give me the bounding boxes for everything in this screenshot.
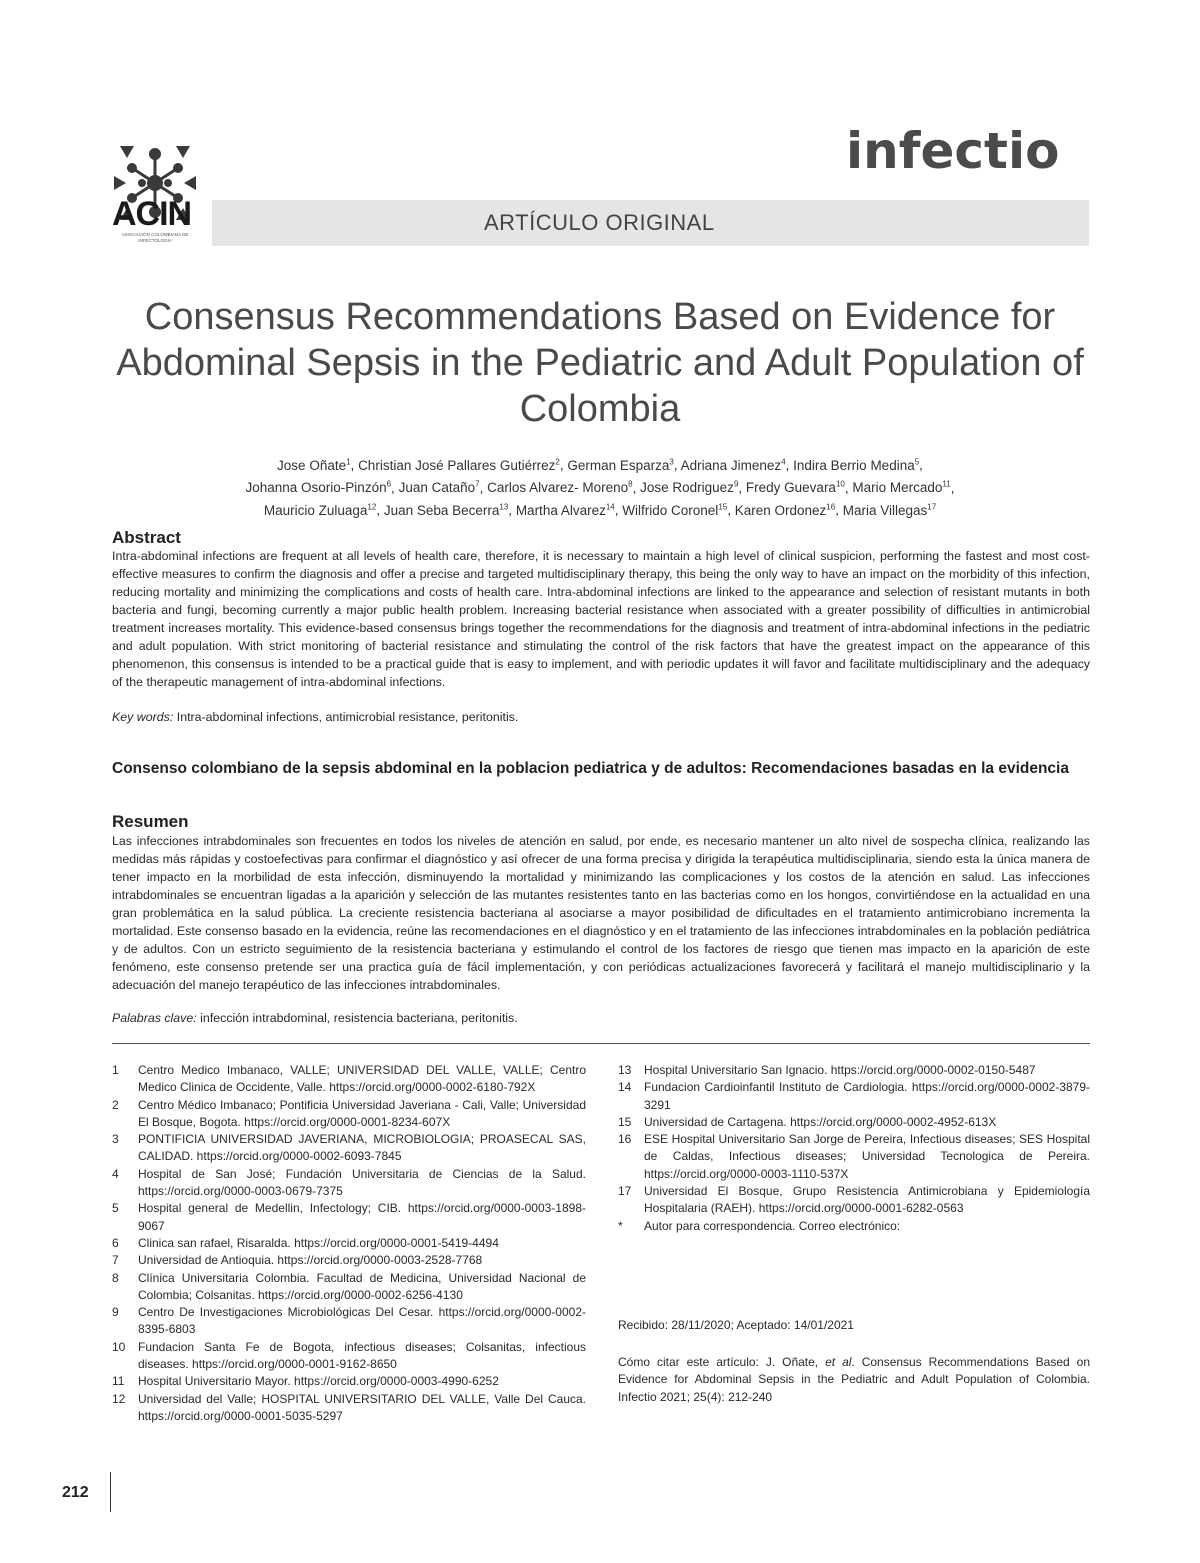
affiliation-item (112, 1339, 586, 1374)
author-affiliation-number: 9 (733, 479, 739, 489)
author (746, 480, 845, 495)
author (384, 503, 508, 518)
author-name: Juan Cataño (398, 480, 476, 495)
affiliation-item (618, 1131, 1090, 1183)
affiliation-number: 7 (112, 1253, 119, 1268)
affiliation-number: 8 (112, 1270, 119, 1285)
author-affiliation-number: 6 (386, 479, 392, 489)
affiliation-text: Centro Médico Imbanaco; Pontificia Universidad Javeriana - Cali, Valle; Universidad El Bosque, Bogota. https://orcid.org/0000-0001-8234-607X (138, 1097, 586, 1129)
affiliation-item (618, 1062, 1090, 1079)
affiliation-item (112, 1200, 586, 1235)
affiliation-number: 9 (112, 1305, 119, 1320)
affiliation-text: Centro De Investigaciones Microbiológicas Del Cesar. https://orcid.org/0000-0002-8395-6803 (138, 1305, 586, 1337)
author-affiliation-number: 17 (927, 502, 937, 511)
author (487, 480, 633, 495)
affiliation-text: Clinica san rafael, Risaralda. https://orcid.org/0000-0001-5419-4494 (138, 1235, 499, 1250)
author-affiliation-number: 12 (367, 502, 377, 511)
affiliation-item (112, 1304, 586, 1339)
author (277, 458, 351, 473)
affiliation-text: Hospital Universitario Mayor. https://orcid.org/0000-0003-4990-6252 (138, 1374, 499, 1389)
author (358, 458, 560, 473)
affiliation-text: Universidad del Valle; HOSPITAL UNIVERSITARIO DEL VALLE, Valle Del Cauca. https://orcid.org/0000-0001-5035-5297 (138, 1391, 586, 1423)
affiliation-text: Clínica Universitaria Colombia. Facultad de Medicina, Universidad Nacional de Colombia; Colsanitas. https://orcid.org/0000-0002-6256-4130 (138, 1270, 586, 1302)
affiliation-item (112, 1166, 586, 1201)
acin-logo-text: ACIN (112, 195, 192, 233)
author-name: Mario Mercado (852, 480, 943, 495)
abstract-heading-text: Abstract (112, 528, 181, 547)
author (516, 503, 615, 518)
affiliation-item (112, 1062, 586, 1097)
palabras-clave-label: Palabras clave: (112, 1011, 197, 1025)
author-name: Fredy Guevara (745, 480, 836, 495)
author (681, 458, 786, 473)
affiliations-left (112, 1062, 586, 1425)
author (399, 480, 480, 495)
citation (618, 1354, 1090, 1406)
affiliation-text: Universidad de Cartagena. https://orcid.org/0000-0002-4952-613X (644, 1114, 997, 1129)
affiliation-text: Fundacion Cardioinfantil Instituto de Cardiologia. https://orcid.org/0000-0002-3879-3291 (644, 1080, 1090, 1112)
page-number: 212 (62, 1484, 89, 1501)
author-name: Christian José Pallares Gutiérrez (358, 457, 556, 473)
affiliation-item (618, 1079, 1090, 1114)
affiliation-number: 5 (112, 1201, 119, 1216)
section-divider (112, 1043, 1090, 1044)
affiliation-text: Autor para correspondencia. Correo electrónico: (644, 1218, 901, 1233)
author-affiliation-number: 1 (346, 457, 351, 466)
affiliation-text: Centro Medico Imbanaco, VALLE; UNIVERSIDAD DEL VALLE, VALLE; Centro Medico Clinica de Occidente, Valle. https://orcid.org/0000-0002-6180-792X (138, 1063, 586, 1095)
author-name: Wilfrido Coronel (622, 502, 719, 518)
affiliation-number: * (618, 1218, 623, 1233)
affiliation-item (112, 1131, 586, 1166)
author (264, 503, 376, 518)
affiliation-item (618, 1183, 1090, 1218)
author-name: Maria Villegas (842, 502, 928, 518)
affiliation-item (112, 1373, 586, 1390)
article-title: Consensus Recommendations Based on Evidence for Abdominal Sepsis in the Pediatric and Adult Population of Colombia (116, 296, 1084, 430)
affiliation-text: Hospital de San José; Fundación Universitaria de Ciencias de la Salud. https://orcid.org/0000-0003-0679-7375 (138, 1166, 586, 1199)
author (793, 458, 919, 473)
article-type: ARTÍCULO ORIGINAL (484, 210, 715, 235)
affiliation-number: 12 (112, 1391, 126, 1406)
keywords (112, 710, 1090, 724)
affiliation-text: ESE Hospital Universitario San Jorge de Pereira, Infectious diseases; SES Hospital de Caldas, Infectious diseases; Universidad Tecnologica de Pereira. https://orcid.org/0000-0003-1110-537X (644, 1132, 1090, 1181)
author (622, 503, 727, 518)
author-affiliation-number: 11 (942, 479, 951, 489)
author-affiliation-number: 13 (499, 502, 509, 511)
author-name: Karen Ordonez (734, 502, 827, 518)
author (852, 480, 950, 495)
affiliation-number: 13 (618, 1063, 632, 1077)
affiliation-text: Hospital Universitario San Ignacio. https://orcid.org/0000-0002-0150-5487 (644, 1063, 1036, 1077)
affiliation-text: PONTIFICIA UNIVERSIDAD JAVERIANA, MICROBIOLOGIA; PROASECAL SAS, CALIDAD. https://orcid.org/0000-0002-6093-7845 (138, 1132, 586, 1164)
article-type-band (212, 200, 1089, 246)
abstract-heading (112, 528, 181, 548)
author-affiliation-number: 10 (835, 479, 845, 489)
author-name: German Esparza (567, 457, 670, 473)
affiliation-number: 10 (112, 1339, 126, 1354)
spanish-title: Consenso colombiano de la sepsis abdominal en la poblacion pediatrica y de adultos: Recomendaciones basadas en la evidencia (112, 760, 1069, 777)
journal-brand (846, 120, 1096, 182)
author-affiliation-number: 7 (475, 479, 480, 489)
affiliation-item (618, 1218, 1090, 1235)
author-name: Mauricio Zuluaga (263, 502, 368, 518)
author (246, 480, 392, 495)
affiliation-number: 6 (112, 1235, 119, 1250)
author (567, 458, 674, 473)
author (843, 503, 936, 518)
author-affiliation-number: 2 (555, 457, 560, 466)
author-affiliation-number: 8 (628, 479, 633, 489)
page-number-rule (110, 1472, 111, 1512)
author-name: Jose Rodriguez (640, 480, 734, 495)
author-affiliation-number: 16 (826, 502, 836, 511)
author-name: Carlos Alvarez- Moreno (487, 480, 629, 495)
affiliation-item (618, 1114, 1090, 1131)
affiliation-number: 3 (112, 1132, 119, 1147)
affiliation-item (112, 1391, 586, 1426)
author-affiliation-number: 3 (669, 457, 674, 466)
abstract-text: Intra-abdominal infections are frequent at all levels of health care, therefore, it is necessary to maintain a high level of clinical suspicion, performing the fastest and most cost-effective measures to confirm the diagnosis and offer a precise and targeted multidisciplinary therapy, this being the only way to have an impact on the morbidity of this infection, reducing mortality and minimizing the complications and costs of health care. Intra-abdominal infections are linked to the appearance and selection of resistant mutants in both bacteria and fungi, becoming currently a major public health problem. Increasing bacterial resistance when associated with a greater possibility of difficulties in antimicrobial treatment increases mortality. This evidence-based consensus brings together the recommendations for the diagnosis and treatment of intra-abdominal infections in the pediatric and adult population. With strict monitoring of bacterial resistance and stimulating the control of the risk factors that have the greatest impact on the appearance of this phenomenon, this consensus is intended to be a practical guide that is easy to implement, and with periodic updates it will favor and facilitate multidisciplinary and the adequacy of the therapeutic management of intra-abdominal infections. (112, 549, 1090, 689)
affiliation-text: Fundacion Santa Fe de Bogota, infectious diseases; Colsanitas, infectious diseases. https://orcid.org/0000-0001-9162-8650 (138, 1339, 586, 1372)
author-affiliation-number: 4 (781, 457, 786, 466)
author-affiliation-number: 15 (718, 502, 728, 511)
resumen-heading (112, 812, 189, 832)
author-list: Jose Oñate$^1$, Christian José Pallares Gutiérrez$^2$, German Esparza$^3$, Adriana Jimenez$^4$, Indira Berrio Medina$^5$, Johanna Osorio-Pinzón$^6$, Juan Cataño$^7$, Carlos Alvarez- Moreno$^8$, Jose Rodriguez$^9$, Fredy Guevara$^{10}$, Mario Mercado$^{11}$, Mauricio Zuluaga$^{12}$, Juan Seba Becerra$^{13}$, Martha Alvarez$^{14}$, Wilfrido Coronel$^{15}$, Karen Ordonez$^{16}$, Maria Villegas$^{17}$ (245, 457, 955, 518)
affiliation-number: 11 (112, 1374, 125, 1389)
keywords-value: Intra-abdominal infections, antimicrobial resistance, peritonitis. (176, 710, 519, 724)
citation-rest: . Consensus Recommendations Based on Evidence for Abdominal Sepsis in the Pediatric and Adult Population of Colombia. Infectio 2021; 25(4): 212-240 (618, 1355, 1090, 1404)
affiliation-number: 4 (112, 1166, 119, 1181)
author (640, 480, 738, 495)
author-affiliation-number: 5 (914, 457, 920, 466)
author-name: Martha Alvarez (515, 502, 606, 518)
affiliation-number: 14 (618, 1080, 632, 1095)
affiliation-number: 15 (618, 1114, 632, 1129)
author (735, 503, 835, 518)
resumen-text: Las infecciones intrabdominales son frecuentes en todos los niveles de atención en salud, por ende, es necesario mantener un alto nivel de sospecha clínica, realizando las medidas más rápidas y costoefectivas para confirmar el diagnóstico y así ofrecer de una forma precisa y dirigida la terapéutica multidisciplinaria, siendo esta la única manera de tener impacto en la morbilidad de esta infección, disminuyendo la mortalidad y minimizando las complicaciones y los costos de la atención en salud. Las infecciones intrabdominales se encuentran ligadas a la aparición y selección de las mutantes resistentes tanto en las bacterias como en los hongos, convirtiéndose en la actualidad en una gran problemática en la salud pública. La creciente resistencia bacteriana al asociarse a mayor posibilidad de dificultades en el tratamiento antimicrobiano incrementa la mortalidad. Este consenso basado en la evidencia, reúne las recomendaciones en el diagnóstico y en el tratamiento de las infecciones intrabdominales en la población pediátrica y de adultos. Con un estricto seguimiento de la resistencia bacteriana y estimulando el control de los factores de riesgo que tienen mas impacto en la aparición de este fenómeno, este consenso pretende ser una practica guía de fácil implementación, y con periódicas actualizaciones favorecerá y facilitará el manejo multidisciplinario y la adecuación del manejo terapéutico de las infecciones intrabdominales. (112, 834, 1090, 992)
author-affiliation-number: 14 (605, 502, 615, 511)
affiliation-item (112, 1097, 586, 1132)
affiliation-number: 2 (112, 1097, 119, 1112)
affiliation-item (112, 1270, 586, 1305)
affiliations-right (618, 1062, 1090, 1235)
author-name: Jose Oñate (277, 457, 347, 473)
received-dates: Recibido: 28/11/2020; Aceptado: 14/01/2021 (618, 1318, 854, 1332)
affiliation-text: Hospital general de Medellin, Infectology; CIB. https://orcid.org/0000-0003-1898-9067 (138, 1201, 586, 1233)
author-name: Adriana Jimenez (680, 457, 782, 473)
palabras-clave-value: infección intrabdominal, resistencia bacteriana, peritonitis. (200, 1011, 518, 1025)
citation-etal: et al (825, 1355, 852, 1369)
affiliation-number: 16 (618, 1132, 632, 1147)
affiliation-item (112, 1252, 586, 1269)
affiliation-text: Universidad El Bosque, Grupo Resistencia Antimicrobiana y Epidemiología Hospitalaria (RAEH). https://orcid.org/0000-0001-6282-0563 (644, 1184, 1090, 1216)
resumen-heading-text: Resumen (112, 812, 189, 831)
author-name: Indira Berrio Medina (793, 457, 915, 473)
affiliation-item (112, 1235, 586, 1252)
acin-logo-subtext: ASOCIACIÓN COLOMBIANA DE INFECTOLOGÍA (121, 232, 189, 243)
author-name: Johanna Osorio-Pinzón (245, 480, 387, 495)
author-name: Juan Seba Becerra (383, 502, 500, 518)
keywords-label: Key words: (112, 710, 174, 724)
citation-prefix: Cómo citar este artículo: J. Oñate, (618, 1355, 819, 1369)
affiliation-text: Universidad de Antioquia. https://orcid.org/0000-0003-2528-7768 (138, 1253, 483, 1268)
affiliation-number: 17 (618, 1184, 632, 1199)
palabras-clave (112, 1011, 1090, 1025)
journal-brand-text: infectio (846, 122, 1060, 180)
affiliation-number: 1 (112, 1063, 119, 1077)
